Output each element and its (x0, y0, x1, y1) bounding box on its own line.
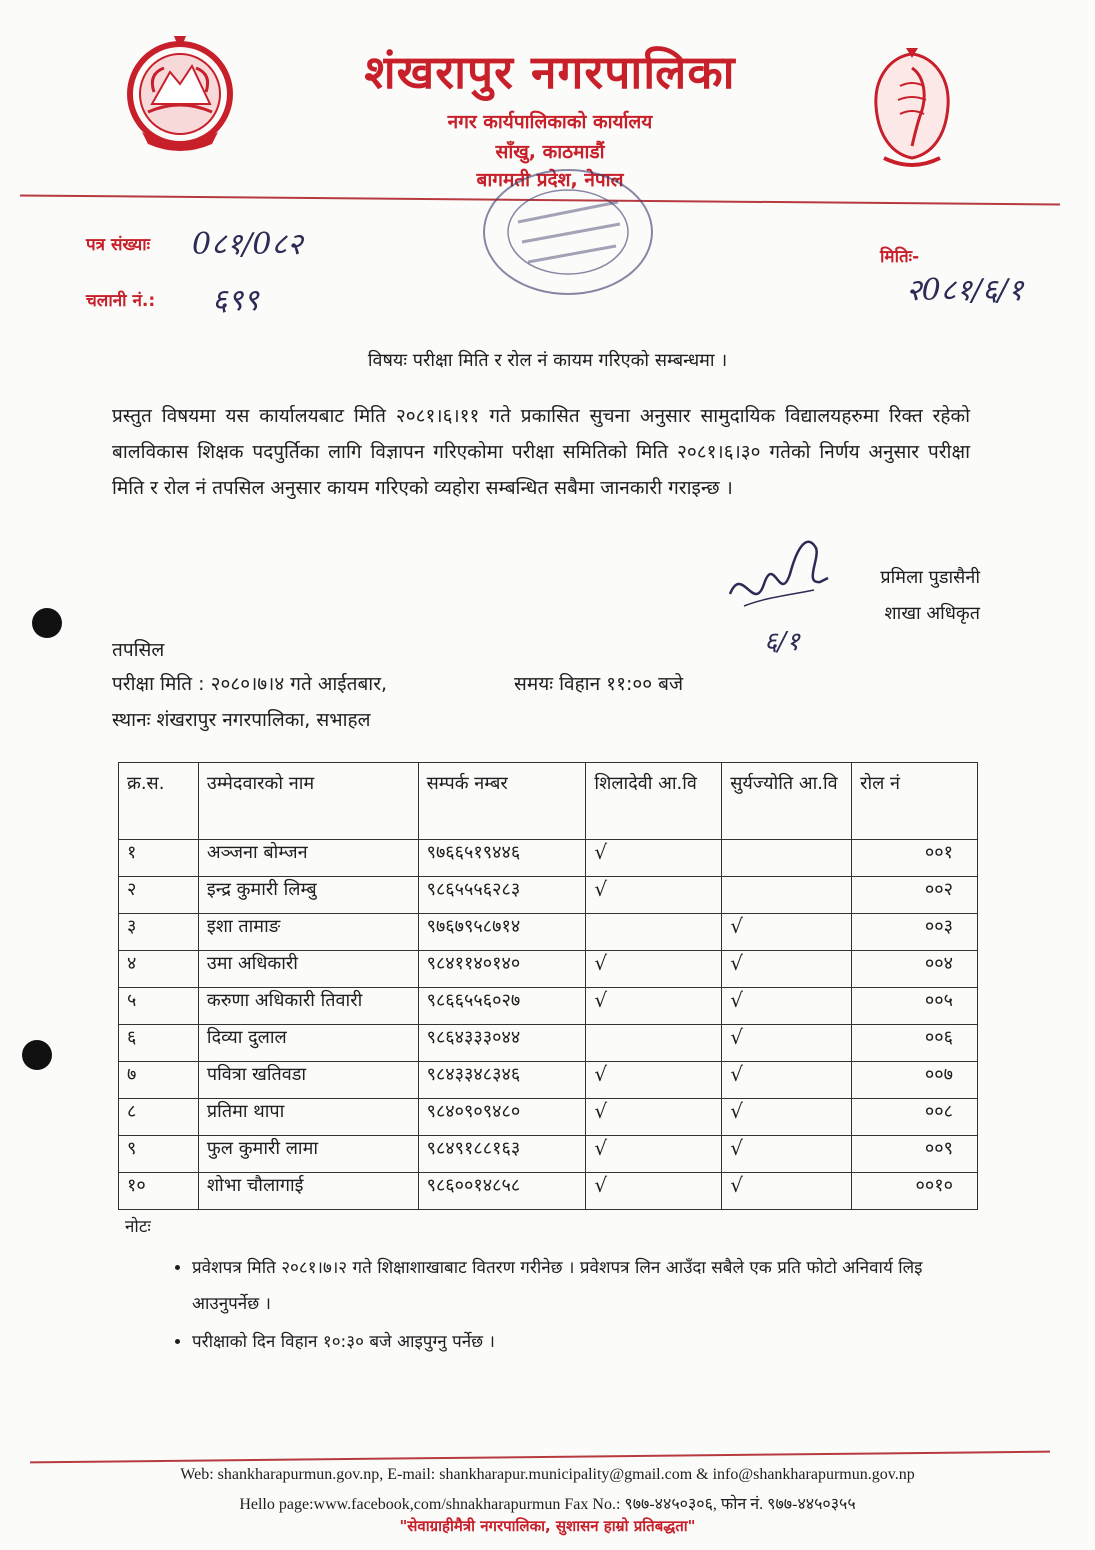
serial-cell: १० (119, 1173, 199, 1210)
body-paragraph: प्रस्तुत विषयमा यस कार्यालयबाट मिति २०८१।६।११ गते प्रकासित सुचना अनुसार सामुदायिक विद्यालयहरुमा रिक्त रहेको बालविकास शिक्षक पदपुर्तिका लागि विज्ञापन गरिएकोमा परीक्षा समितिको मिति २०८१।६।३० गतेको निर्णय अनुसार परीक्षा मिति र रोल नं तपसिल अनुसार कायम गरिएको व्यहोरा सम्बन्धित सबैमा जानकारी गराइन्छ । (112, 405, 970, 499)
column-header: उम्मेदवारको नाम (198, 763, 418, 840)
phone-cell: ९८६५५५६२८३ (418, 877, 586, 914)
office-name: नगर कार्यपालिकाको कार्यालय (447, 111, 653, 133)
name-cell: इन्द्र कुमारी लिम्बु (198, 877, 418, 914)
roll-number-cell: ००६ (852, 1025, 978, 1062)
column-header: शिलादेवी आ.वि (586, 763, 722, 840)
column-header: रोल नं (852, 763, 978, 840)
roll-number-cell: ००३ (852, 914, 978, 951)
suryajyoti-check-cell: √ (722, 1099, 852, 1136)
note-label: नोटः (125, 1217, 151, 1237)
letter-number-label: पत्र संख्याः (86, 235, 151, 255)
suryajyoti-check-cell: √ (722, 951, 852, 988)
table-row (119, 1173, 978, 1210)
table-header-row (119, 763, 978, 840)
roll-number-cell: ००९ (852, 1136, 978, 1173)
signatory-block (840, 560, 980, 632)
column-header: सम्पर्क नम्बर (418, 763, 586, 840)
roll-number-cell: ००२ (852, 877, 978, 914)
name-cell: इशा तामाङ (198, 914, 418, 951)
name-cell: दिव्या दुलाल (198, 1025, 418, 1062)
serial-cell: ३ (119, 914, 199, 951)
roll-number-cell: ००७ (852, 1062, 978, 1099)
phone-cell: ९७६६५१९४४६ (418, 840, 586, 877)
shiladevi-check-cell: √ (586, 877, 722, 914)
serial-cell: १ (119, 840, 199, 877)
column-header: सुर्यज्योति आ.वि (722, 763, 852, 840)
name-cell: शोभा चौलागाई (198, 1173, 418, 1210)
date-value: २0८१/६/१ (906, 273, 1024, 308)
exam-venue: स्थानः शंखरापुर नगरपालिका, सभाहल (112, 709, 371, 731)
signatory-name: प्रमिला पुडासैनी (880, 567, 980, 588)
shiladevi-check-cell: √ (586, 1099, 722, 1136)
table-row (119, 877, 978, 914)
shiladevi-check-cell: √ (586, 988, 722, 1025)
office-province: बागमती प्रदेश, नेपाल (476, 169, 624, 191)
table-row (119, 1099, 978, 1136)
roll-number-cell: ००१ (852, 840, 978, 877)
suryajyoti-check-cell: √ (722, 988, 852, 1025)
note-item: • परीक्षाको दिन विहान १०:३० बजे आइपुग्नु पर्नेछ । (192, 1324, 992, 1360)
signature-date: ६/१ (764, 627, 800, 657)
suryajyoti-check-cell: √ (722, 1025, 852, 1062)
roll-number-cell: ००४ (852, 951, 978, 988)
roll-number-cell: ००५ (852, 988, 978, 1025)
table-row (119, 988, 978, 1025)
date-label: मितिः- (880, 247, 920, 267)
serial-cell: ४ (119, 951, 199, 988)
footer-divider (30, 1451, 1050, 1464)
dispatch-number-value: ६९९ (212, 283, 259, 318)
table-row (119, 1025, 978, 1062)
table-row (119, 914, 978, 951)
footer-motto: "सेवाग्राहीमैत्री नगरपालिका, सुशासन हाम्रो प्रतिबद्धता" (399, 1517, 696, 1535)
serial-cell: ७ (119, 1062, 199, 1099)
suryajyoti-check-cell: √ (722, 1062, 852, 1099)
phone-cell: ९८६६५५६०२७ (418, 988, 586, 1025)
name-cell: पवित्रा खतिवडा (198, 1062, 418, 1099)
nepal-emblem-logo (112, 32, 248, 152)
candidate-table (118, 762, 978, 1210)
shiladevi-check-cell (586, 914, 722, 951)
conch-emblem-logo (862, 46, 962, 172)
serial-cell: ५ (119, 988, 199, 1025)
name-cell: करुणा अधिकारी तिवारी (198, 988, 418, 1025)
serial-cell: ९ (119, 1136, 199, 1173)
phone-cell: ९८४११४०१४० (418, 951, 586, 988)
table-row (119, 840, 978, 877)
table-row (119, 1136, 978, 1173)
dispatch-number-label: चलानी नं.: (86, 291, 156, 311)
shiladevi-check-cell: √ (586, 1062, 722, 1099)
suryajyoti-check-cell (722, 877, 852, 914)
table-row (119, 951, 978, 988)
phone-cell: ९८४३३४८३४६ (418, 1062, 586, 1099)
shiladevi-check-cell: √ (586, 840, 722, 877)
office-location: साँखु, काठमाडौं (495, 141, 605, 163)
serial-cell: ६ (119, 1025, 199, 1062)
name-cell: प्रतिमा थापा (198, 1099, 418, 1136)
phone-cell: ९८४९१८८१६३ (418, 1136, 586, 1173)
details-heading: तपसिल (112, 639, 165, 661)
note-item: • प्रवेशपत्र मिति २०८१।७।२ गते शिक्षाशाखाबाट वितरण गरीनेछ । प्रवेशपत्र लिन आउँदा सबैले एक प्रति फोटो अनिवार्य लिइ आउनुपर्नेछ । (192, 1250, 992, 1322)
column-header: क्र.स. (119, 763, 199, 840)
name-cell: फुल कुमारी लामा (198, 1136, 418, 1173)
phone-cell: ९७६७९५८७१४ (418, 914, 586, 951)
phone-cell: ९८४०९०९४८० (418, 1099, 586, 1136)
notes-list (160, 1250, 992, 1362)
suryajyoti-check-cell: √ (722, 1136, 852, 1173)
municipality-title: शंखरापुर नगरपालिका (364, 45, 736, 99)
punch-hole (22, 1040, 52, 1070)
suryajyoti-check-cell: √ (722, 914, 852, 951)
serial-cell: ८ (119, 1099, 199, 1136)
table-row (119, 1062, 978, 1099)
shiladevi-check-cell: √ (586, 951, 722, 988)
phone-cell: ९८६४३३३०४४ (418, 1025, 586, 1062)
roll-number-cell: ००१० (852, 1173, 978, 1210)
exam-time: समयः विहान ११:०० बजे (514, 673, 684, 695)
letter-number-value: 0८१/0८२ (192, 227, 303, 262)
footer-contact-line: Web: shankharapurmun.gov.np, E-mail: shankharapur.municipality@gmail.com & info@shankharapurmun.gov.np (180, 1466, 915, 1483)
footer-fax-line: Hello page:www.facebook,com/shnakharapurmun Fax No.: ९७७-४४५०३०६, फोन नं. ९७७-४४५०३५५ (239, 1496, 856, 1513)
office-seal-stamp (478, 162, 658, 302)
phone-cell: ९८६००१४८५८ (418, 1173, 586, 1210)
signatory-title: शाखा अधिकृत (884, 603, 980, 624)
serial-cell: २ (119, 877, 199, 914)
name-cell: उमा अधिकारी (198, 951, 418, 988)
shiladevi-check-cell: √ (586, 1136, 722, 1173)
name-cell: अञ्जना बोम्जन (198, 840, 418, 877)
shiladevi-check-cell: √ (586, 1173, 722, 1210)
subject-line: विषयः परीक्षा मिति र रोल नं कायम गरिएको सम्बन्धमा । (367, 350, 728, 371)
punch-hole (32, 608, 62, 638)
suryajyoti-check-cell (722, 840, 852, 877)
exam-date: परीक्षा मिति : २०८०।७।४ गते आईतबार, (112, 673, 388, 695)
suryajyoti-check-cell: √ (722, 1173, 852, 1210)
shiladevi-check-cell (586, 1025, 722, 1062)
roll-number-cell: ००८ (852, 1099, 978, 1136)
